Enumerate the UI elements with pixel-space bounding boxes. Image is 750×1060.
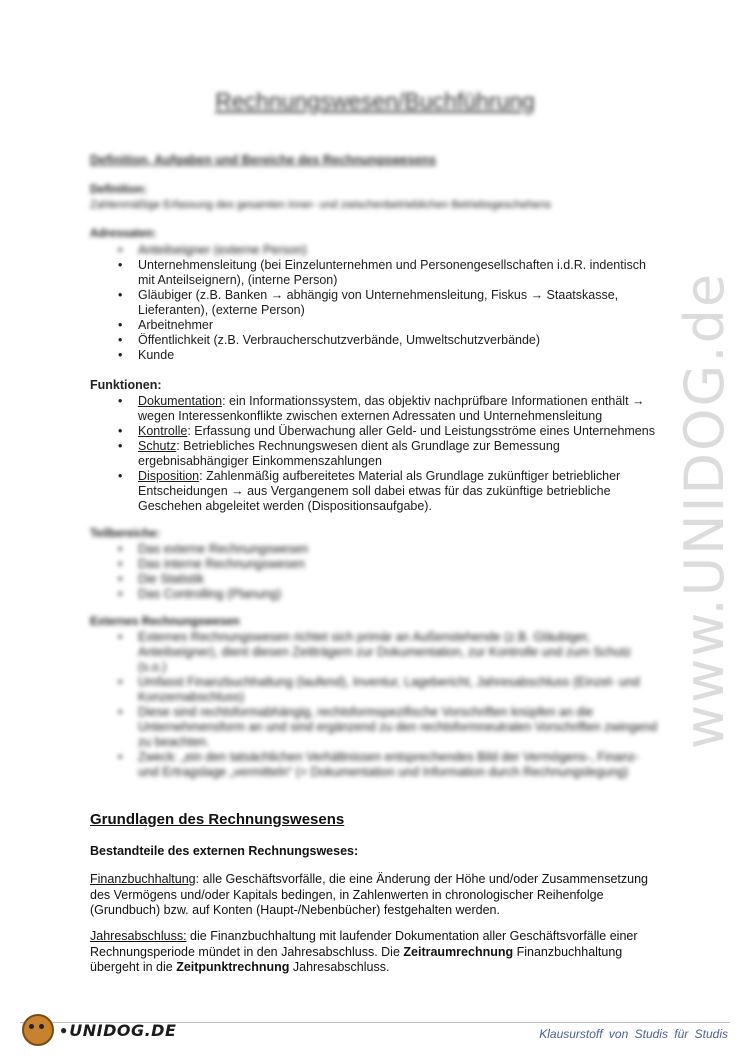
section1-title: Definition, Aufgaben und Bereiche des Rechnungswesens xyxy=(90,153,437,167)
brand-name: UNIDOG.DE xyxy=(69,1020,177,1040)
adressaten-label-block xyxy=(90,228,660,240)
bullet-icon: • xyxy=(118,258,123,272)
definition-label: Definition: xyxy=(90,184,147,196)
watermark: www.UNIDOG.de xyxy=(673,271,737,749)
bestandteile-label: Bestandteile des externen Rechnungsweses: xyxy=(90,844,359,858)
teilbereiche-label: Teilbereiche: xyxy=(90,528,161,540)
bullet-icon: • xyxy=(118,288,123,302)
list-item: • Kunde xyxy=(118,348,175,362)
list-item: • Kontrolle: Erfassung und Überwachung aller Geld- und Leistungsströme eines Unternehmens xyxy=(118,424,655,438)
list-item: • Schutz: Betriebliches Rechnungswesen dient als Grundlage zur Bemessung ergebnisabhängiger Einkommenszahlungen xyxy=(118,439,560,468)
list-item: • Zweck: „ein den tatsächlichen Verhältnissen entsprechendes Bild der Vermögens-, Finanz- und Ertragslage „vermitteln“ (= Dokumentation und Information durch Rechnungslegung) xyxy=(118,750,639,779)
bullet-icon: • xyxy=(118,705,123,719)
bullet-icon: • xyxy=(118,439,123,453)
bullet-icon: • xyxy=(118,587,123,601)
bullet-icon: • xyxy=(118,394,123,408)
definition-block xyxy=(90,184,660,213)
list-item: • Unternehmensleitung (bei Einzelunternehmen und Personengesellschaften i.d.R. indentisch mit Anteilseignern), (interne Person) xyxy=(118,258,646,287)
list-item: • Das interne Rechnungswesen xyxy=(118,557,305,571)
fibu-paragraph: Finanzbuchhaltung: alle Geschäftsvorfälle, die eine Änderung der Höhe und/oder Zusammensetzung des Vermögens und/oder Kapitals bedingen, in Zahlenwerten in chronologischer Reihenfolge (Grundbuch) bzw. auf Konten (Haupt-/Nebenbücher) festgehalten werden. xyxy=(90,872,648,917)
bullet-icon: • xyxy=(118,675,123,689)
paw-icon: ● xyxy=(60,1023,68,1037)
extern-label: Externes Rechnungswesen xyxy=(90,616,240,628)
list-item: • Arbeitnehmer xyxy=(118,318,214,332)
adressaten-list xyxy=(90,243,660,363)
bullet-icon: • xyxy=(118,318,123,332)
footer-claim: Klausurstoff von Studis für Studis xyxy=(539,1027,728,1041)
funktionen-label: Funktionen: xyxy=(90,378,162,392)
list-item: • Das Controlling (Planung) xyxy=(118,587,282,601)
footer-logo[interactable] xyxy=(22,1014,176,1046)
document-title: Rechnungswesen/Buchführung xyxy=(215,88,535,114)
list-item: • Diese sind rechtsformabhängig, rechtsformspezifische Vorschriften knüpfen an die Unternehmensform an und sind ergänzend zu den rechtsformneutralen Vorschriften zwingend zu beachten. xyxy=(118,705,658,749)
list-item: • Umfasst Finanzbuchhaltung (laufend), Inventur, Lagebericht, Jahresabschluss (Einzel- und Konzernabschluss) xyxy=(118,675,640,704)
jahresabschluss-paragraph: Jahresabschluss: die Finanzbuchhaltung mit laufender Dokumentation aller Geschäftsvorfälle einer Rechnungsperiode mündet in den Jahresabschluss. Die Zeitraumrechnung Finanzbuchhaltung übergeht in die Zeitpunktrechnung Jahresabschluss. xyxy=(90,929,638,974)
bullet-icon: • xyxy=(118,630,123,644)
extern-block xyxy=(90,616,660,780)
section1-heading xyxy=(90,153,660,167)
funktionen-block xyxy=(90,378,660,514)
list-item: • Anteilseigner (externe Person) xyxy=(118,243,307,257)
adressaten-label: Adressaten: xyxy=(90,228,157,240)
list-item: • Gläubiger (z.B. Banken → abhängig von Unternehmensleitung, Fiskus → Staatskasse, Lieferanten), (externe Person) xyxy=(118,288,619,317)
list-item: • Disposition: Zahlenmäßig aufbereitetes Material als Grundlage zukünftiger betrieblicher Entscheidungen → aus Vergangenem soll dabei etwas für das zukünftige betriebliche Geschehen abgeleitet werden (Dispositionsaufgabe). xyxy=(118,469,621,513)
section2-title: Grundlagen des Rechnungswesens xyxy=(90,811,345,828)
list-item: • Externes Rechnungswesen richtet sich primär an Außenstehende (z.B. Gläubiger, Anteilseigner), dient diesen Zeitträgern zur Dokumentation, zur Kontrolle und zum Schutz (s.o.) xyxy=(118,630,632,674)
bullet-icon: • xyxy=(118,469,123,483)
bullet-icon: • xyxy=(118,750,123,764)
bullet-icon: • xyxy=(118,348,123,362)
bullet-icon: • xyxy=(118,572,123,586)
bullet-icon: • xyxy=(118,243,123,257)
dog-logo-icon xyxy=(22,1014,54,1046)
teilbereiche-block xyxy=(90,528,660,602)
bullet-icon: • xyxy=(118,424,123,438)
list-item: • Das externe Rechnungswesen xyxy=(118,542,309,556)
list-item: • Die Statistik xyxy=(118,572,204,586)
list-item: • Dokumentation: ein Informationssystem, das objektiv nachprüfbare Informationen enthält → wegen Interessenkonflikte zwischen externen Adressaten und Unternehmensleitung xyxy=(118,394,645,423)
definition-text: Zahlenmäßige Erfassung des gesamten inner- und zwischenbetrieblichen Betriebsgeschehens xyxy=(90,199,552,211)
bullet-icon: • xyxy=(118,333,123,347)
bullet-icon: • xyxy=(118,542,123,556)
bullet-icon: • xyxy=(118,557,123,571)
list-item: • Öffentlichkeit (z.B. Verbraucherschutzverbände, Umweltschutzverbände) xyxy=(118,333,541,347)
